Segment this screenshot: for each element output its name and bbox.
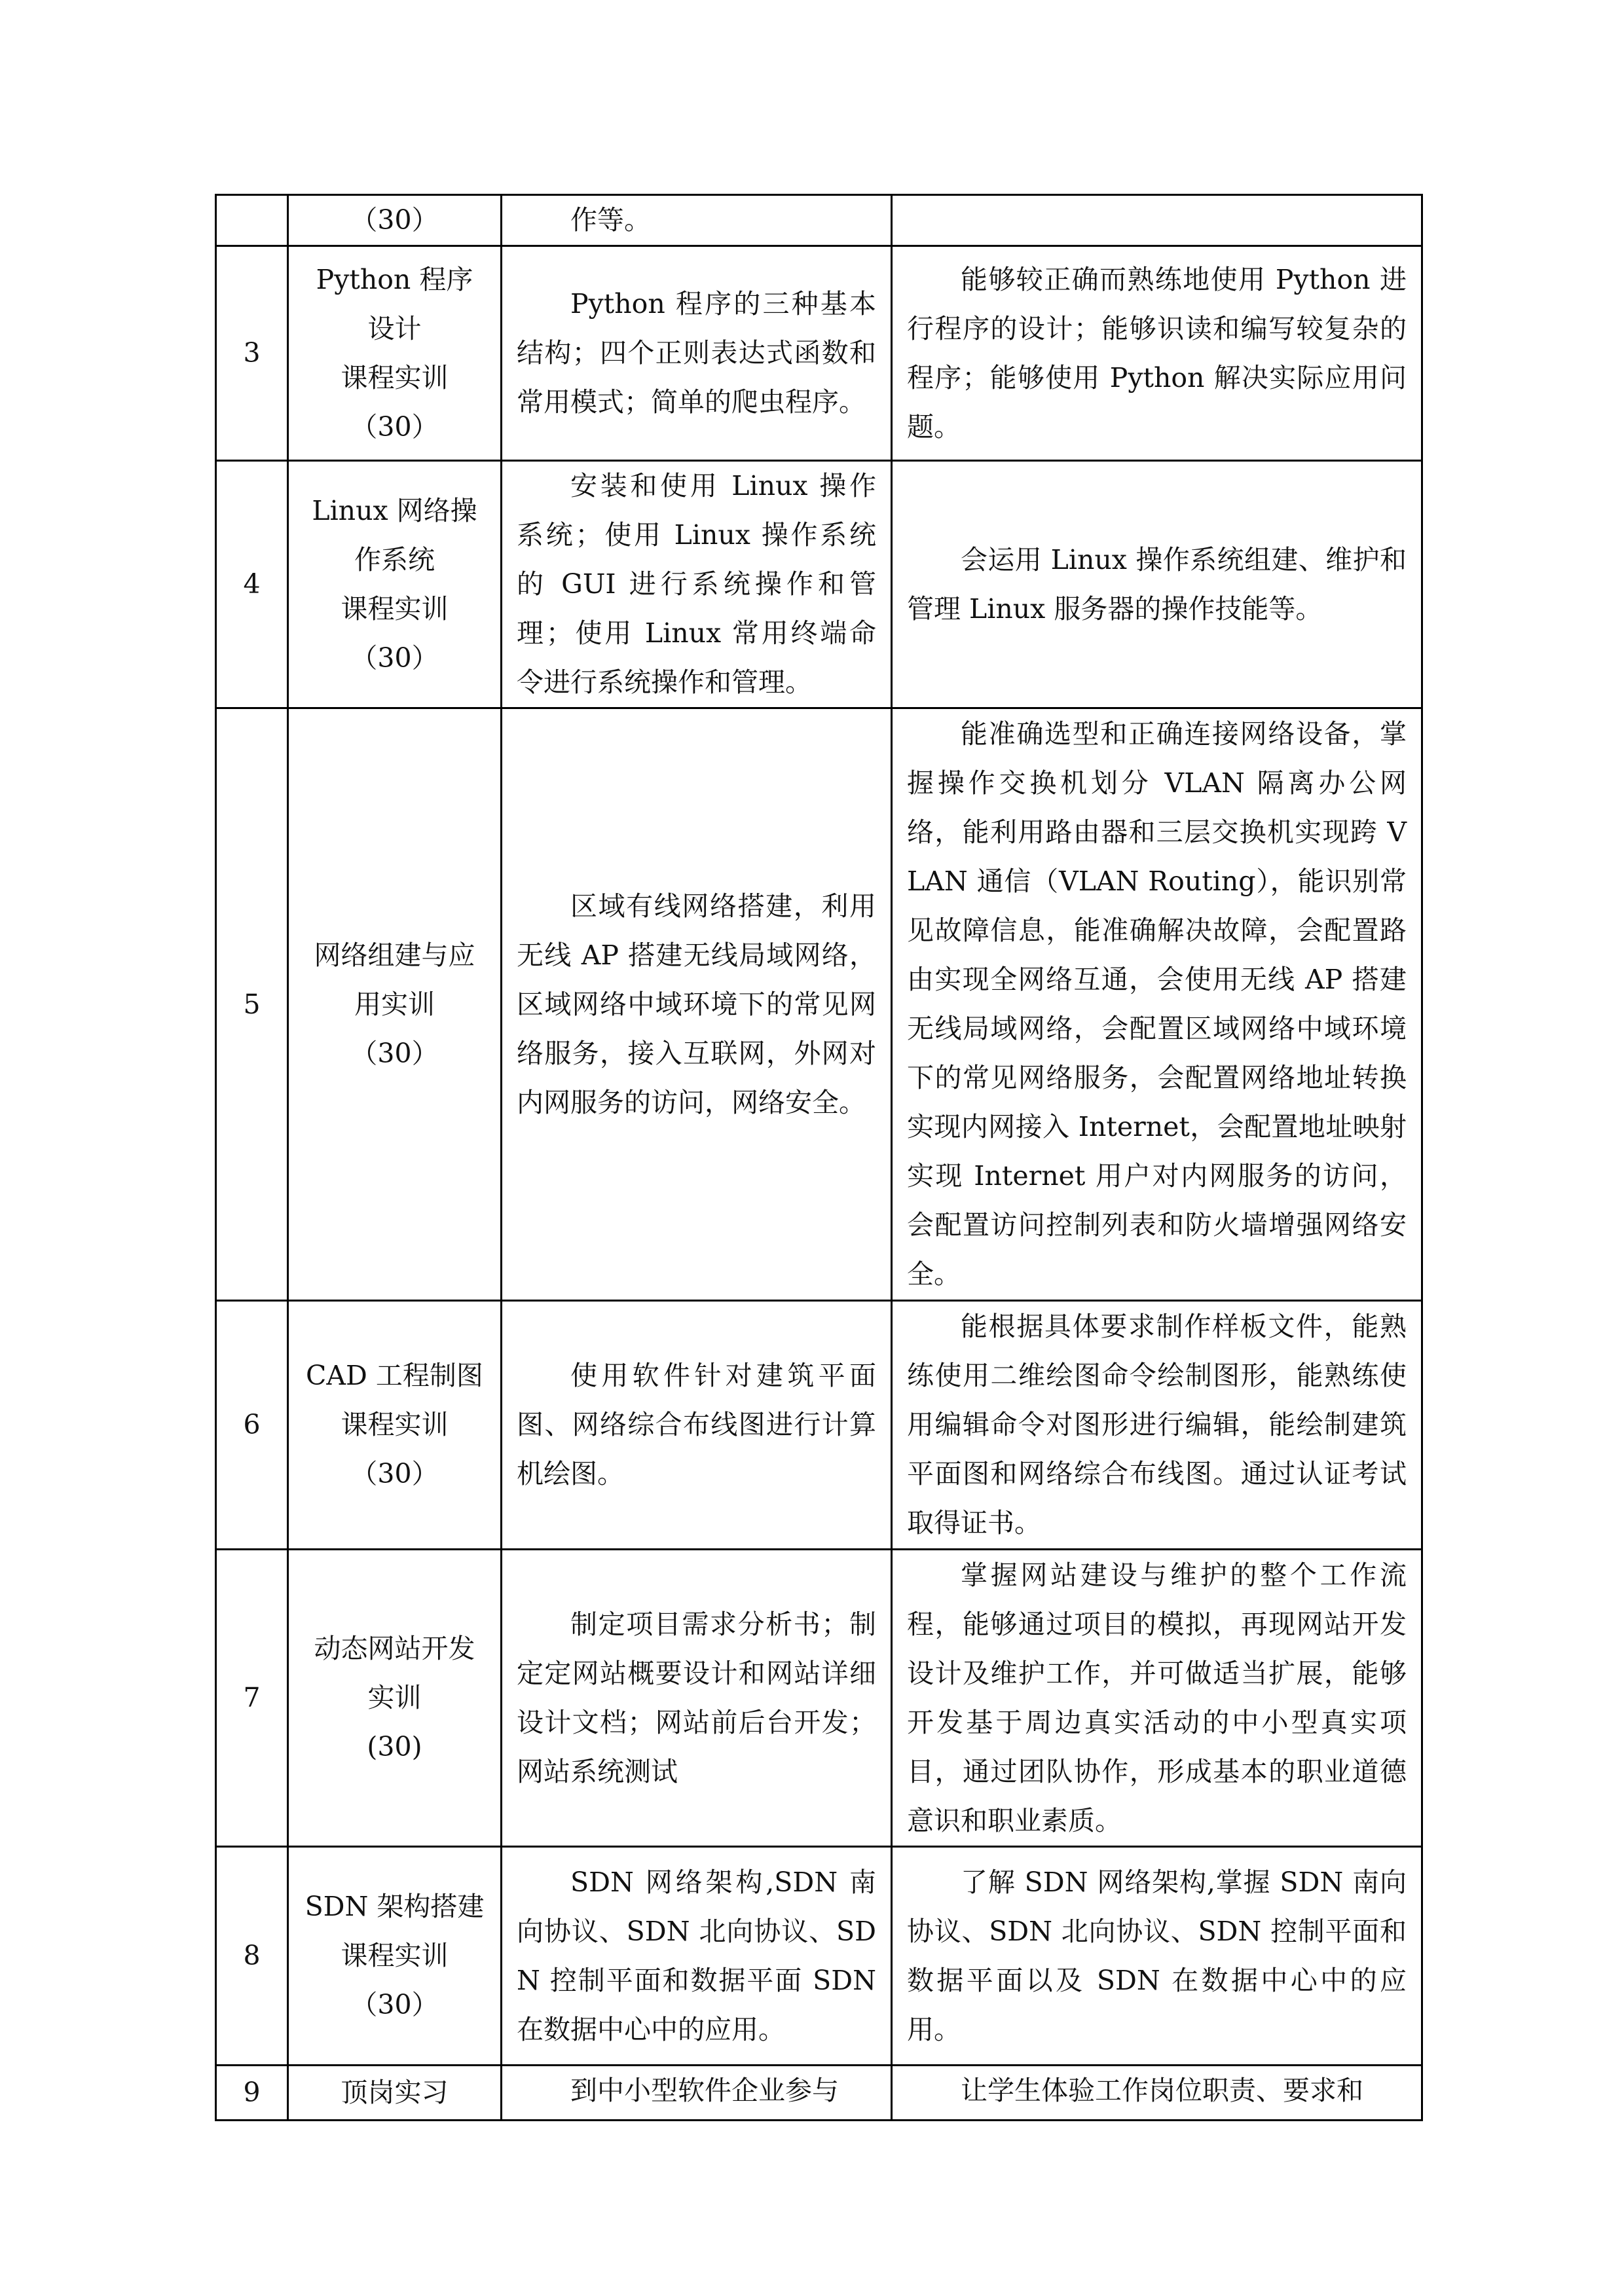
table-row xyxy=(216,461,1422,708)
course-name-line: 课程实训 xyxy=(341,1409,449,1440)
course-name-line: 设计 xyxy=(367,312,422,344)
training-content-cell: 制定项目需求分析书；制定定网站概要设计和网站详细设计文档；网站前后台开发；网站系统测试 xyxy=(502,1550,892,1847)
table-body xyxy=(216,195,1422,2121)
table-row xyxy=(216,246,1422,461)
training-requirement-cell: 了解 SDN 网络架构,掌握 SDN 南向协议、SDN 北向协议、SDN 控制平面和数据平面以及 SDN 在数据中心中的应用。 xyxy=(892,1847,1422,2066)
course-number-cell: 6 xyxy=(216,1301,288,1550)
training-content-cell: 作等。 xyxy=(502,195,892,246)
course-name-cell xyxy=(288,195,502,246)
training-content-cell: 到中小型软件企业参与 xyxy=(502,2066,892,2121)
course-number-cell: 5 xyxy=(216,708,288,1301)
course-name-line: (30) xyxy=(367,1731,422,1762)
course-name-line: 动态网站开发 xyxy=(314,1633,475,1664)
table-row xyxy=(216,195,1422,246)
course-name-line: Linux 网络操 xyxy=(312,494,477,526)
course-name-line: 课程实训 xyxy=(341,361,449,393)
course-name-line: Python 程序 xyxy=(316,263,473,295)
course-name-cell xyxy=(288,1301,502,1550)
table-row xyxy=(216,1847,1422,2066)
course-number-cell: 7 xyxy=(216,1550,288,1847)
course-name-line: 作系统 xyxy=(354,543,435,575)
training-content-cell: 区域有线网络搭建，利用无线 AP 搭建无线局域网络，区域网络中域环境下的常见网络服务，接入互联网，外网对内网服务的访问，网络安全。 xyxy=(502,708,892,1301)
course-name-cell xyxy=(288,1550,502,1847)
training-requirement-cell: 能够较正确而熟练地使用 Python 进行程序的设计；能够识读和编写较复杂的程序；能够使用 Python 解决实际应用问题。 xyxy=(892,246,1422,461)
training-requirement-cell: 能根据具体要求制作样板文件，能熟练使用二维绘图命令绘制图形，能熟练使用编辑命令对图形进行编辑，能绘制建筑平面图和网络综合布线图。通过认证考试取得证书。 xyxy=(892,1301,1422,1550)
course-name-line: SDN 架构搭建 xyxy=(304,1891,485,1922)
course-name-line: （30） xyxy=(350,1458,439,1489)
training-requirement-cell: 会运用 Linux 操作系统组建、维护和管理 Linux 服务器的操作技能等。 xyxy=(892,461,1422,708)
table-row xyxy=(216,1301,1422,1550)
training-requirement-cell: 掌握网站建设与维护的整个工作流程，能够通过项目的模拟，再现网站开发设计及维护工作，并可做适当扩展，能够开发基于周边真实活动的中小型真实项目，通过团队协作，形成基本的职业道德意识和职业素质。 xyxy=(892,1550,1422,1847)
course-name-cell xyxy=(288,708,502,1301)
training-content-cell: Python 程序的三种基本结构；四个正则表达式函数和常用模式；简单的爬虫程序。 xyxy=(502,246,892,461)
course-name-line: 课程实训 xyxy=(341,592,449,625)
course-name-line: CAD 工程制图 xyxy=(306,1360,483,1391)
training-requirement-cell: 能准确选型和正确连接网络设备，掌握操作交换机划分 VLAN 隔离办公网络，能利用路由器和三层交换机实现跨 VLAN 通信（VLAN Routing），能识别常见故障信息，能准确解决故障，会配置路由实现全网络互通，会使用无线 AP 搭建无线局域网络，会配置区域网络中域环境下的常见网络服务，会配置网络地址转换实现内网接入 Internet，会配置地址映射实现 Internet 用户对内网服务的访问，会配置访问控制列表和防火墙增强网络安全。 xyxy=(892,708,1422,1301)
course-name-cell xyxy=(288,246,502,461)
course-name-line: 顶岗实习 xyxy=(341,2077,449,2108)
course-name-line: 网络组建与应 xyxy=(314,939,475,971)
training-requirement-cell xyxy=(892,195,1422,246)
course-name-line: 用实训 xyxy=(354,988,435,1020)
course-name-line: （30） xyxy=(350,1037,439,1069)
course-number-cell xyxy=(216,195,288,246)
course-name-line: （30） xyxy=(350,410,439,443)
table-row xyxy=(216,2066,1422,2121)
course-name-line: 课程实训 xyxy=(341,1940,449,1971)
course-name-line: （30） xyxy=(350,642,439,674)
table-row xyxy=(216,708,1422,1301)
course-number-cell: 8 xyxy=(216,1847,288,2066)
training-content-cell: 使用软件针对建筑平面图、网络综合布线图进行计算机绘图。 xyxy=(502,1301,892,1550)
course-name-cell xyxy=(288,461,502,708)
course-number-cell: 3 xyxy=(216,246,288,461)
course-name-line: （30） xyxy=(350,1989,439,2020)
course-number-cell: 9 xyxy=(216,2066,288,2121)
course-name-cell xyxy=(288,2066,502,2121)
training-requirement-cell: 让学生体验工作岗位职责、要求和 xyxy=(892,2066,1422,2121)
table-row xyxy=(216,1550,1422,1847)
course-name-line: 实训 xyxy=(367,1682,422,1713)
course-number-cell: 4 xyxy=(216,461,288,708)
course-name-cell xyxy=(288,1847,502,2066)
course-name-line: （30） xyxy=(350,204,439,236)
training-content-cell: SDN 网络架构,SDN 南向协议、SDN 北向协议、SDN 控制平面和数据平面 SDN 在数据中心中的应用。 xyxy=(502,1847,892,2066)
training-content-cell: 安装和使用 Linux 操作系统；使用 Linux 操作系统的 GUI 进行系统操作和管理；使用 Linux 常用终端命令进行系统操作和管理。 xyxy=(502,461,892,708)
training-course-table xyxy=(215,194,1423,2121)
